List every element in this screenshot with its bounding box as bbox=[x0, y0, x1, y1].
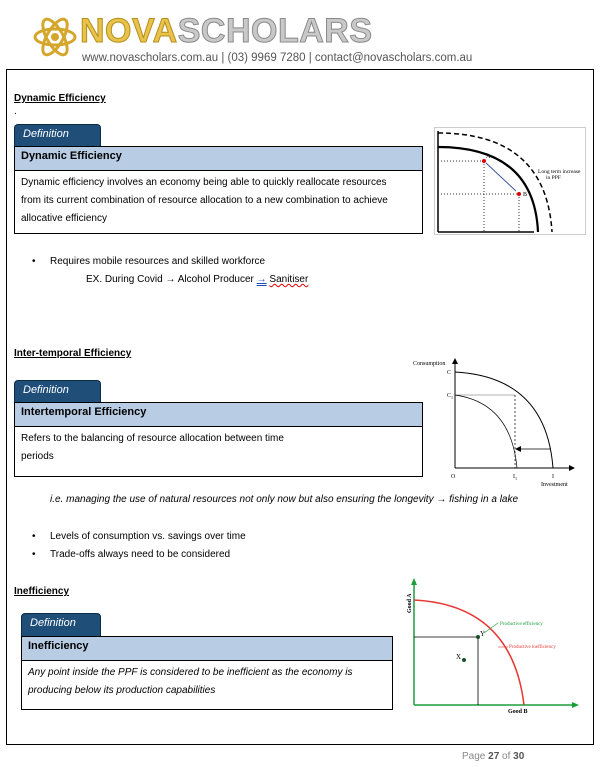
dynamic-def-line-3: allocative efficiency bbox=[21, 213, 107, 224]
x-axis-arrow-icon bbox=[569, 465, 575, 471]
label-i1-main: I bbox=[513, 474, 515, 480]
x-axis-label: Investment bbox=[541, 482, 568, 488]
label-c1 bbox=[447, 393, 453, 400]
productive-inefficiency-label: Productive inefficiency bbox=[509, 645, 556, 650]
inefficiency-definition-box bbox=[21, 636, 393, 710]
label-c1-sub: 1 bbox=[451, 395, 454, 400]
example-arrow: → bbox=[256, 274, 267, 285]
intertemporal-figure bbox=[411, 355, 581, 490]
intertemporal-def-line-1: Refers to the balancing of resource allocation between time bbox=[21, 433, 284, 444]
label-c1-main: C bbox=[447, 393, 452, 399]
intertemporal-definition-tab: Definition bbox=[14, 380, 101, 402]
dynamic-definition-tab: Definition bbox=[14, 124, 101, 146]
x-axis-label: Good B bbox=[508, 709, 528, 715]
consumption-investment-curve bbox=[455, 372, 553, 468]
intertemporal-section-title: Inter-temporal Efficiency bbox=[14, 348, 132, 359]
inefficiency-def-line-1: Any point inside the PPF is considered to be inefficient as the economy is bbox=[28, 667, 353, 678]
label-x: X bbox=[456, 653, 462, 661]
dynamic-def-line-1: Dynamic efficiency involves an economy being able to quickly reallocate resources bbox=[21, 177, 387, 188]
label-b: B bbox=[523, 192, 528, 198]
ppf-curve bbox=[414, 600, 524, 705]
of-word: of bbox=[502, 751, 511, 762]
atom-icon bbox=[32, 14, 78, 60]
dynamic-definition-heading: Dynamic Efficiency bbox=[15, 147, 422, 171]
inefficiency-definition-heading: Inefficiency bbox=[22, 637, 392, 661]
intertemporal-definition-heading: Intertemporal Efficiency bbox=[15, 403, 422, 427]
logo-nova: NOVA bbox=[80, 12, 178, 50]
inefficiency-definition-tab: Definition bbox=[21, 613, 101, 636]
logo-text bbox=[80, 11, 373, 51]
label-i: I bbox=[552, 474, 554, 480]
stray-dot: . bbox=[14, 106, 17, 117]
dynamic-section-title: Dynamic Efficiency bbox=[14, 93, 106, 104]
x-axis-arrow-icon bbox=[572, 702, 579, 708]
page-word: Page bbox=[462, 751, 486, 762]
dynamic-ppf-figure bbox=[434, 127, 586, 235]
label-origin: O bbox=[451, 474, 456, 480]
intertemporal-definition-body bbox=[15, 427, 422, 469]
inefficiency-figure bbox=[402, 575, 582, 715]
dynamic-def-line-2: from its current combination of resource allocation to a new combination to achieve bbox=[21, 195, 388, 206]
y-axis-arrow-icon bbox=[411, 578, 417, 585]
figure-label-1: Long term increase bbox=[538, 169, 581, 175]
dynamic-definition-box bbox=[14, 146, 423, 234]
dynamic-example bbox=[86, 274, 308, 285]
intertemporal-definition-box bbox=[14, 402, 423, 477]
example-prefix: EX. During Covid → Alcohol Producer bbox=[86, 274, 254, 285]
logo-scholars: SCHOLARS bbox=[177, 12, 373, 50]
intertemporal-bullet-2: • Trade-offs always need to be considered bbox=[50, 549, 230, 560]
productive-efficiency-label: Productive efficiency bbox=[500, 622, 543, 627]
page-number bbox=[462, 751, 524, 762]
figure-label-2: in PPF bbox=[546, 175, 561, 181]
label-i1 bbox=[513, 474, 517, 481]
dynamic-bullet-1: • Requires mobile resources and skilled workforce bbox=[50, 256, 265, 267]
label-i1-sub: 1 bbox=[515, 476, 517, 481]
intertemporal-bullet-1: • Levels of consumption vs. savings over time bbox=[50, 531, 246, 542]
inefficiency-section-title: Inefficiency bbox=[14, 586, 70, 597]
point-b bbox=[517, 192, 521, 196]
label-y: Y bbox=[480, 630, 486, 638]
y-axis-label: Consumption bbox=[413, 361, 446, 367]
example-word: Sanitiser bbox=[269, 274, 309, 285]
inefficiency-definition-body bbox=[22, 661, 392, 703]
intertemporal-def-line-2: periods bbox=[21, 451, 54, 462]
tradeoff-arrow-icon bbox=[515, 446, 521, 452]
y-axis-label: Good A bbox=[407, 593, 413, 613]
inefficiency-def-line-2: producing below its production capabilities bbox=[28, 685, 216, 696]
page-total: 30 bbox=[513, 751, 525, 762]
contact-line[interactable]: www.novascholars.com.au | (03) 9969 7280 | contact@novascholars.com.au bbox=[82, 52, 473, 64]
label-a: A bbox=[486, 154, 491, 160]
y-axis-arrow-icon bbox=[452, 358, 458, 364]
label-c: C bbox=[447, 370, 452, 376]
dynamic-definition-body bbox=[15, 171, 422, 231]
point-x bbox=[462, 658, 466, 662]
intertemporal-note: i.e. managing the use of natural resources not only now but also ensuring the longevity → fishing in a lake bbox=[50, 494, 519, 505]
page-current: 27 bbox=[488, 751, 500, 762]
